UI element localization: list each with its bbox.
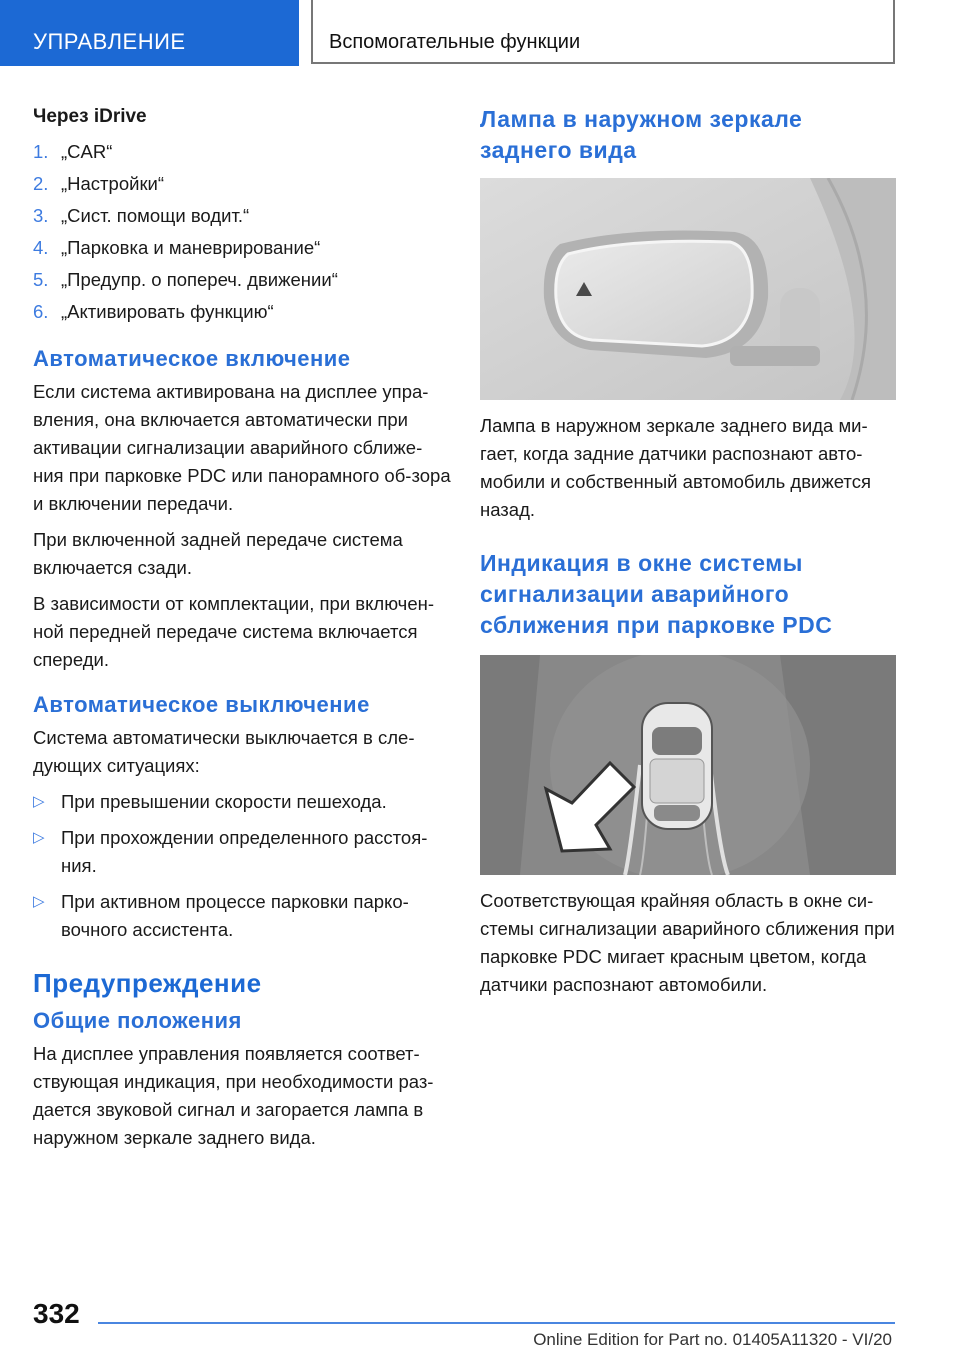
triangle-bullet-icon: ▷ — [33, 893, 45, 910]
list-item — [33, 136, 451, 168]
list-item — [33, 824, 451, 880]
idrive-steps — [33, 136, 451, 328]
page-number: 332 — [33, 1298, 80, 1329]
list-item — [33, 232, 451, 264]
auto-off-heading: Автоматическое выключение — [33, 692, 370, 717]
step-number: 4. — [33, 237, 49, 258]
right-column — [480, 104, 896, 1007]
step-number: 3. — [33, 205, 49, 226]
lamp-heading: Лампа в наружном зеркале заднего вида — [480, 106, 803, 163]
triangle-bullet-icon: ▷ — [33, 793, 45, 810]
list-item — [33, 788, 451, 816]
auto-off-list — [33, 788, 451, 944]
left-column — [33, 104, 451, 1160]
list-item-text: При превышении скорости пешехода. — [61, 791, 387, 812]
chapter-title: Вспомогательные функции — [329, 31, 581, 53]
lamp-paragraph: Лампа в наружном зеркале заднего вида ми-гает, когда задние датчики распознают авто-мобили и собственный автомобиль движется назад. — [480, 415, 871, 520]
idrive-heading: Через iDrive — [33, 106, 147, 127]
auto-on-paragraph-1: Если система активирована на дисплее упра-вления, она включается автоматически при активации сигнализации аварийного сближе-ния при парковке PDC или панорамного об-зора и включении передачи. — [33, 381, 451, 514]
step-number: 2. — [33, 173, 49, 194]
list-item — [33, 168, 451, 200]
triangle-bullet-icon: ▷ — [33, 829, 45, 846]
step-text: „Активировать функцию“ — [61, 301, 274, 322]
list-item — [33, 296, 451, 328]
auto-off-paragraph: Система автоматически выключается в сле-дующих ситуациях: — [33, 727, 415, 776]
section-title: УПРАВЛЕНИЕ — [33, 29, 186, 54]
edition-note: Online Edition for Part no. 01405A11320 - VI/20 — [533, 1330, 892, 1349]
step-text: „Парковка и маневрирование“ — [61, 237, 321, 258]
step-text: „Сист. помощи водит.“ — [61, 205, 250, 226]
chapter-tab — [311, 0, 895, 64]
step-number: 6. — [33, 301, 49, 322]
step-text: „Предупр. о попереч. движении“ — [61, 269, 338, 290]
list-item-text: При прохождении определенного расстоя-ния. — [61, 827, 428, 876]
list-item-text: При активном процессе парковки парко-вочного ассистента. — [61, 891, 409, 940]
section-tab — [0, 0, 299, 66]
car-icon — [642, 703, 712, 829]
auto-on-paragraph-3: В зависимости от комплектации, при включен-ной передней передаче система включается спереди. — [33, 593, 434, 670]
general-paragraph: На дисплее управления появляется соответ-ствующая индикация, при необходимости раз-дается звуковой сигнал и загорается лампа в наружном зеркале заднего вида. — [33, 1043, 434, 1148]
general-heading: Общие положения — [33, 1008, 242, 1033]
mirror-lamp-image — [480, 178, 896, 400]
step-text: „Настройки“ — [61, 173, 165, 194]
indication-heading: Индикация в окне системы сигнализации аварийного сближения при парковке PDC — [480, 550, 833, 638]
step-number: 1. — [33, 141, 49, 162]
step-text: „CAR“ — [61, 141, 113, 162]
list-item — [33, 264, 451, 296]
list-item — [33, 888, 451, 944]
pdc-display-image — [480, 655, 896, 875]
footer-divider — [98, 1322, 895, 1324]
warning-heading: Предупреждение — [33, 968, 262, 998]
auto-on-paragraph-2: При включенной задней передаче система включается сзади. — [33, 529, 403, 578]
list-item — [33, 200, 451, 232]
indication-paragraph: Соответствующая крайняя область в окне си-стемы сигнализации аварийного сближения при парковке PDC мигает красным цветом, когда датчики распознают автомобили. — [480, 890, 895, 995]
step-number: 5. — [33, 269, 49, 290]
auto-on-heading: Автоматическое включение — [33, 346, 351, 371]
